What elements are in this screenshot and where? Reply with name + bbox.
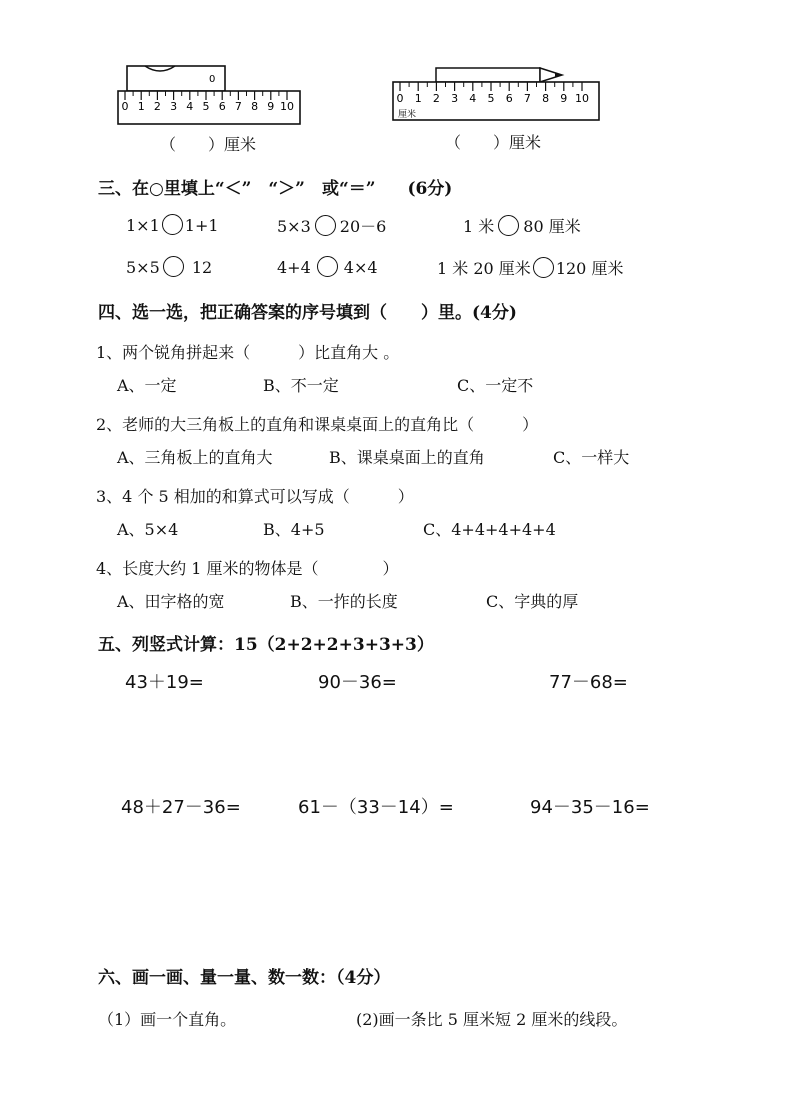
ruler-tick-label: 6	[505, 92, 513, 105]
ruler-tick-label: 3	[451, 92, 459, 105]
option-c[interactable]: C、字典的厚	[486, 592, 579, 611]
calc-problem: 94－35－16=	[530, 797, 650, 818]
ruler2-caption: （ ）厘米	[445, 133, 542, 152]
draw-item-1: （1）画一个直角。	[98, 1010, 237, 1029]
section5-title: 五、列竖式计算：15（2+2+2+3+3+3）	[98, 635, 434, 655]
compare-circle[interactable]	[533, 257, 554, 278]
compare-item: 1×1 1+1	[126, 216, 219, 235]
option-c[interactable]: C、一样大	[553, 448, 630, 467]
ruler-tick-label: 0	[396, 92, 404, 105]
ruler-tick-label: 9	[267, 100, 275, 113]
option-a[interactable]: A、5×4	[117, 520, 179, 539]
ruler-tick-label: 5	[202, 100, 210, 113]
option-c[interactable]: C、4+4+4+4+4	[423, 520, 556, 539]
compare-circle[interactable]	[317, 256, 338, 277]
ruler-tick-label: 1	[137, 100, 145, 113]
option-a[interactable]: A、田字格的宽	[117, 592, 225, 611]
ruler-tick-label: 5	[487, 92, 495, 105]
ruler-tick-label: 4	[186, 100, 194, 113]
option-b[interactable]: B、4+5	[263, 520, 325, 539]
section3-title: 三、在○里填上“＜” “＞” 或“＝” (6分)	[98, 179, 453, 199]
option-c[interactable]: C、一定不	[457, 376, 534, 395]
ruler-tick-label: 2	[153, 100, 161, 113]
ruler1-caption: （ ）厘米	[160, 135, 257, 154]
compare-item: 1 米 80 厘米	[463, 217, 581, 236]
compare-item: 1 米 20 厘米 120 厘米	[437, 259, 624, 278]
section4-title: 四、选一选，把正确答案的序号填到（ ）里。(4分)	[98, 303, 517, 323]
compare-item: 5×3 20－6	[277, 217, 387, 236]
ruler-unit-label: 厘米	[398, 110, 417, 120]
ruler-tick-label: 2	[432, 92, 440, 105]
question-2: 2、老师的大三角板上的直角和课桌桌面上的直角比（ ）	[96, 415, 539, 434]
ruler-tick-label: 8	[542, 92, 550, 105]
ruler-tick-label: 0	[121, 100, 129, 113]
ruler-tick-label: 8	[251, 100, 259, 113]
section3-score: (6分)	[407, 179, 453, 199]
calc-problem: 90－36=	[318, 672, 397, 693]
question-3: 3、4 个 5 相加的和算式可以写成（ ）	[96, 487, 414, 506]
ruler-tick-label: 9	[560, 92, 568, 105]
compare-item: 5×5 12	[126, 258, 213, 277]
compare-item: 4+4 4×4	[277, 258, 378, 277]
option-b[interactable]: B、课桌桌面上的直角	[329, 448, 485, 467]
compare-circle[interactable]	[163, 256, 184, 277]
ruler-tick-label: 1	[414, 92, 422, 105]
calc-problem: 48＋27－36=	[121, 797, 241, 818]
ruler-tick-label: 3	[170, 100, 178, 113]
ruler-tick-label: 10	[280, 100, 294, 113]
compare-circle[interactable]	[162, 214, 183, 235]
calc-problem: 61－（33－14）=	[298, 797, 454, 818]
question-4: 4、长度大约 1 厘米的物体是（ ）	[96, 559, 399, 578]
ruler-tick-label: 6	[218, 100, 226, 113]
option-a[interactable]: A、三角板上的直角大	[117, 448, 273, 467]
ruler-pencil-figure	[390, 62, 605, 130]
section6-title: 六、画一画、量一量、数一数：（4分）	[98, 968, 391, 988]
pencil-shape	[436, 68, 540, 82]
option-b[interactable]: B、一拃的长度	[290, 592, 398, 611]
ruler-tick-label: 10	[575, 92, 589, 105]
calc-problem: 43＋19=	[125, 672, 204, 693]
eraser-label: 0	[209, 74, 216, 85]
question-1: 1、两个锐角拼起来（ ）比直角大 。	[96, 343, 400, 362]
calc-problem: 77－68=	[549, 672, 628, 693]
option-a[interactable]: A、一定	[117, 376, 177, 395]
ruler-tick-label: 7	[234, 100, 242, 113]
compare-circle[interactable]	[498, 215, 519, 236]
ruler-tick-label: 4	[469, 92, 477, 105]
option-b[interactable]: B、不一定	[263, 376, 339, 395]
draw-item-2: (2)画一条比 5 厘米短 2 厘米的线段。	[356, 1010, 628, 1029]
compare-circle[interactable]	[315, 215, 336, 236]
ruler-eraser-figure	[115, 60, 305, 130]
ruler-tick-label: 7	[523, 92, 531, 105]
ruler-body	[393, 82, 599, 120]
